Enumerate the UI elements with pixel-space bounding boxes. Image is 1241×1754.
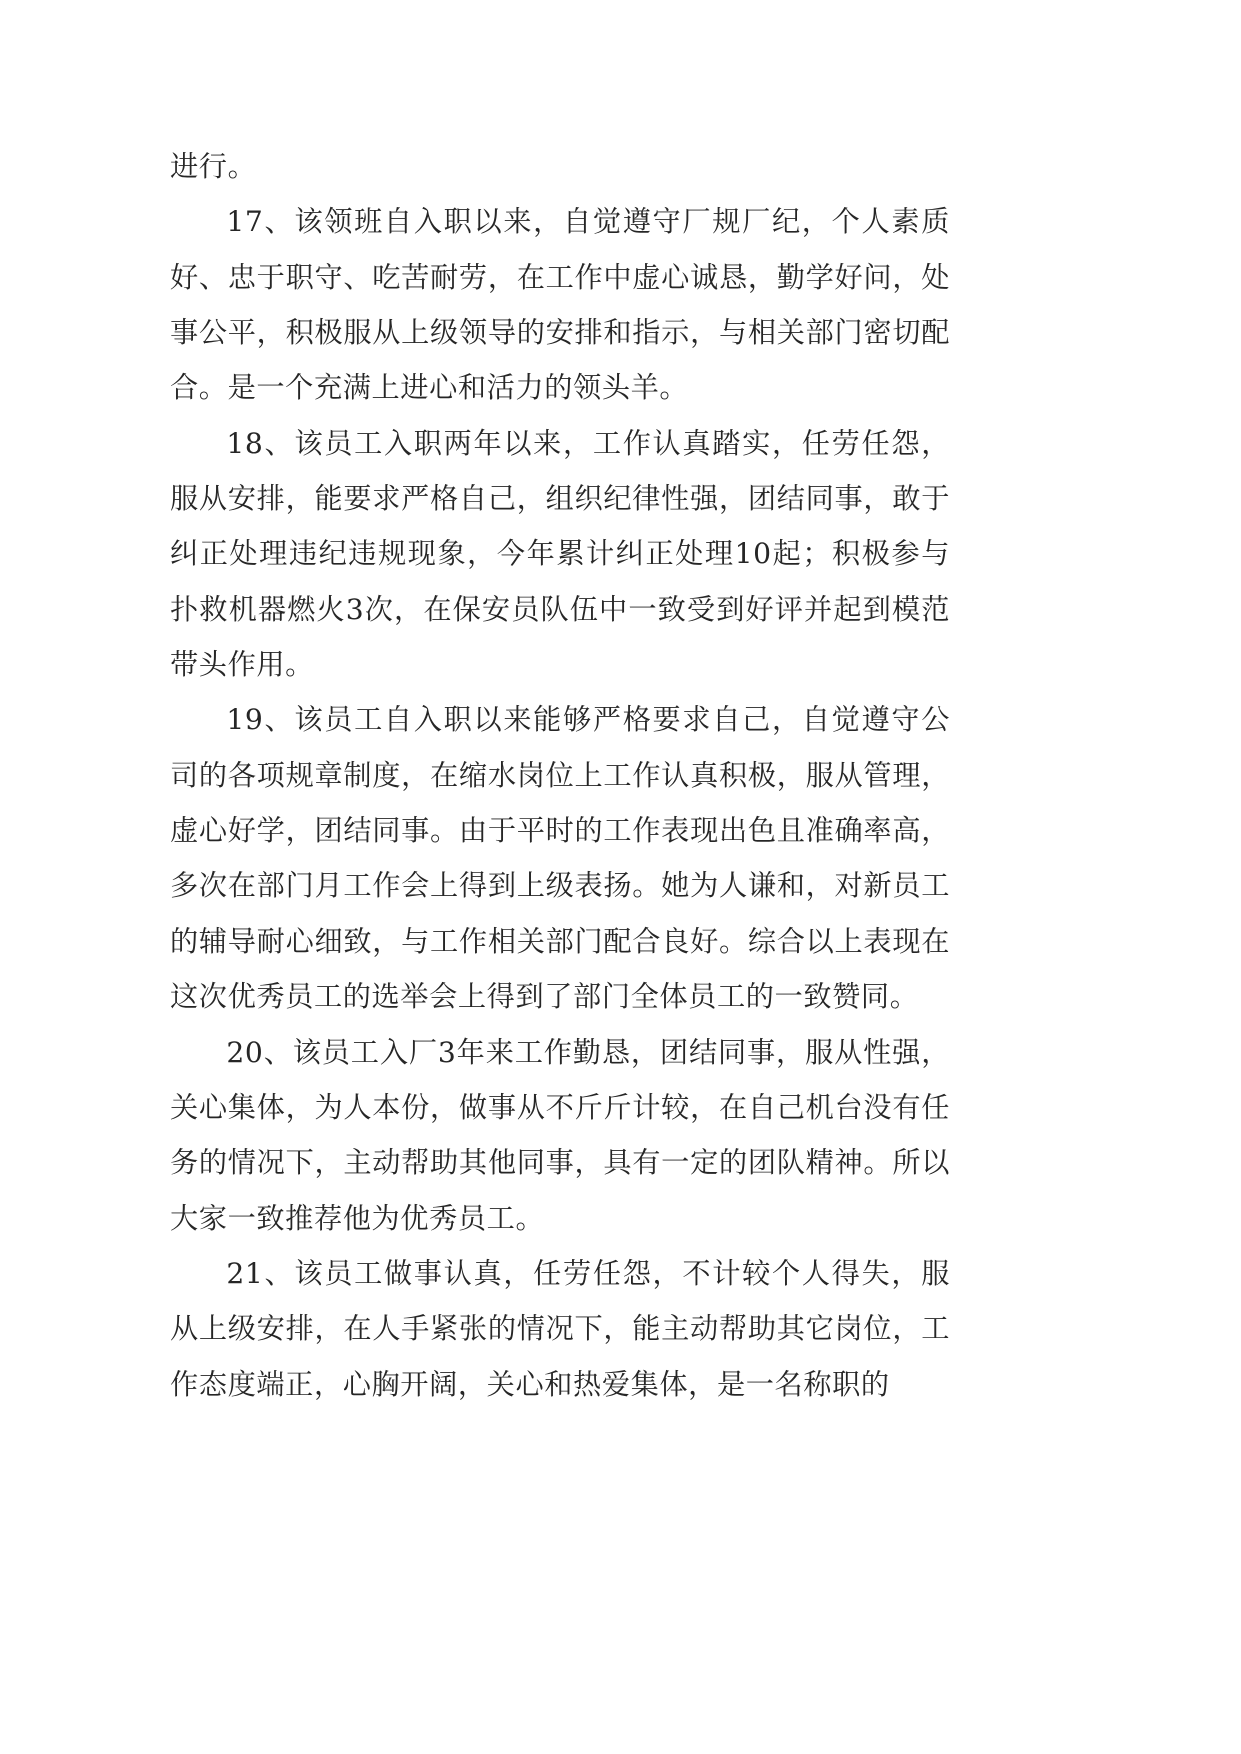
- paragraph-item-18: 18、该员工入职两年以来，工作认真踏实，任劳任怨，服从安排，能要求严格自己，组织纪律性强，团结同事，敢于纠正处理违纪违规现象，今年累计纠正处理10起；积极参与扑救机器燃火3次，在保安员队伍中一致受到好评并起到模范带头作用。: [170, 426, 950, 682]
- paragraph-item-19: 19、该员工自入职以来能够严格要求自己，自觉遵守公司的各项规章制度，在缩水岗位上工作认真积极，服从管理，虚心好学，团结同事。由于平时的工作表现出色且准确率高，多次在部门月工作会上得到上级表扬。她为人谦和，对新员工的辅导耐心细致，与工作相关部门配合良好。综合以上表现在这次优秀员工的选举会上得到了部门全体员工的一致赞同。: [170, 703, 950, 1014]
- paragraph-continued: 进行。: [170, 150, 257, 183]
- paragraph-item-20: 20、该员工入厂3年来工作勤恳，团结同事，服从性强，关心集体，为人本份，做事从不斤斤计较，在自己机台没有任务的情况下，主动帮助其他同事，具有一定的团队精神。所以大家一致推荐他为优秀员工。: [170, 1035, 950, 1235]
- paragraph-item-21: 21、该员工做事认真，任劳任怨，不计较个人得失，服从上级安排，在人手紧张的情况下，能主动帮助其它岗位，工作态度端正，心胸开阔，关心和热爱集体，是一名称职的: [170, 1256, 950, 1401]
- paragraph-item-17: 17、该领班自入职以来，自觉遵守厂规厂纪，个人素质好、忠于职守、吃苦耐劳，在工作中虚心诚恳，勤学好问，处事公平，积极服从上级领导的安排和指示，与相关部门密切配合。是一个充满上进心和活力的领头羊。: [170, 205, 950, 405]
- document-body: [170, 139, 950, 1412]
